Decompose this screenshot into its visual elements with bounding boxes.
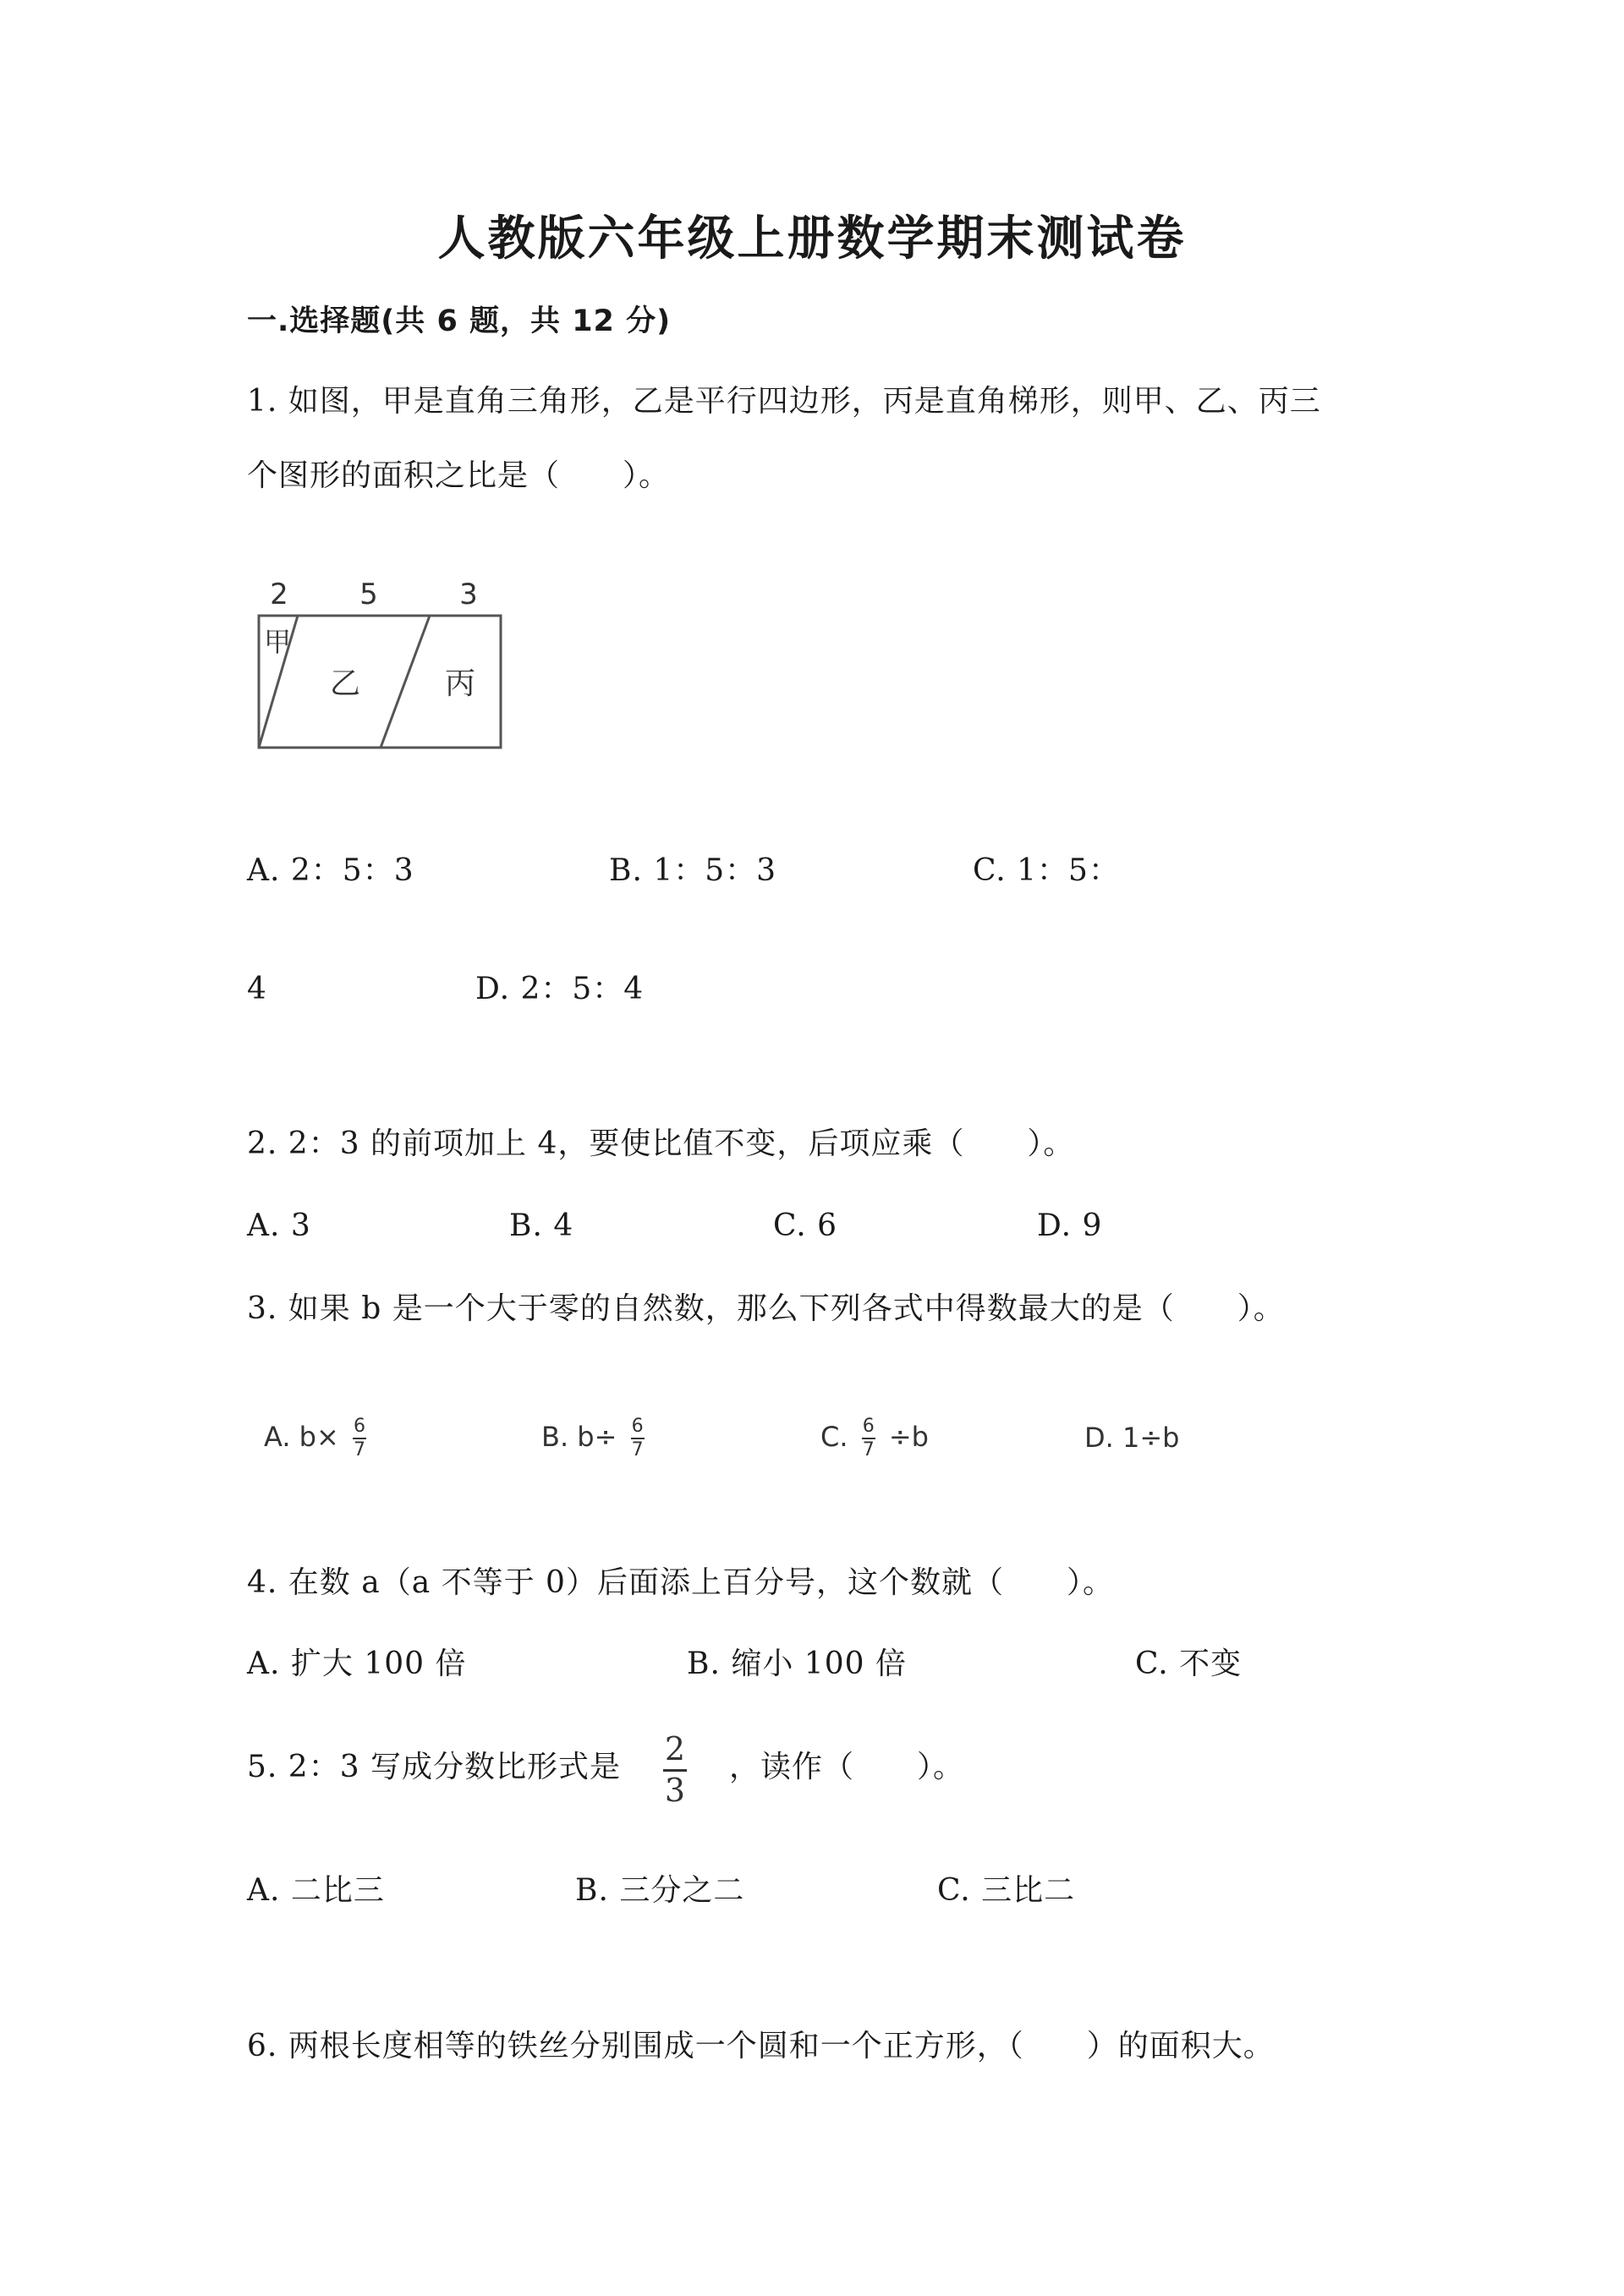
q3-text: 3. 如果 b 是一个大于零的自然数，那么下列各式中得数最大的是（ ）。: [247, 1291, 1285, 1326]
figure-divider-right: [381, 616, 430, 748]
q2-text: 2. 2：3 的前项加上 4，要使比值不变，后项应乘（ ）。: [247, 1126, 1075, 1161]
q5-option-a: A. 二比三: [247, 1873, 385, 1908]
q3-option-a-fraction: [353, 1417, 366, 1460]
q4-option-c: C. 不变: [1135, 1647, 1243, 1681]
q3-option-a-label: A. b×: [264, 1421, 339, 1453]
figure-label-2: 2: [270, 578, 288, 611]
fraction-denominator: 7: [862, 1439, 875, 1460]
fraction-denominator: 3: [664, 1772, 686, 1809]
q1-text-line2: 个图形的面积之比是（ ）。: [247, 458, 671, 493]
q3-option-c-fraction: [862, 1417, 875, 1460]
q3-option-b-label: B. b÷: [541, 1421, 617, 1453]
fraction-numerator: 6: [631, 1416, 644, 1437]
fraction-denominator: 7: [353, 1439, 365, 1460]
q3-option-b: [541, 1417, 650, 1460]
q3-option-d: D. 1÷b: [1084, 1422, 1180, 1454]
fraction-denominator: 7: [631, 1439, 644, 1460]
section-heading: 一.选择题(共 6 题，共 12 分): [247, 304, 672, 338]
q1-option-c-continued: 4: [247, 972, 267, 1006]
q2-option-c: C. 6: [773, 1208, 838, 1243]
q3-option-c: [820, 1417, 929, 1460]
q2-option-b: B. 4: [509, 1208, 574, 1243]
q4-text: 4. 在数 a（a 不等于 0）后面添上百分号，这个数就（ ）。: [247, 1565, 1114, 1600]
q3-option-c-label: C.: [820, 1421, 848, 1453]
figure-shape-bing: 丙: [444, 666, 476, 701]
q2-option-a: A. 3: [247, 1208, 311, 1243]
q2-option-d: D. 9: [1037, 1208, 1103, 1243]
q4-option-b: B. 缩小 100 倍: [687, 1647, 907, 1681]
q3-option-b-fraction: [631, 1417, 645, 1460]
fraction-numerator: 6: [862, 1416, 875, 1437]
figure-label-5: 5: [359, 578, 378, 611]
q5-option-c: C. 三比二: [937, 1873, 1076, 1908]
q3-option-a: [264, 1417, 371, 1460]
q1-option-b: B. 1：5：3: [609, 853, 777, 888]
fraction-numerator: 2: [664, 1730, 686, 1767]
q5-text-prefix: 5. 2：3 写成分数比形式是: [247, 1750, 622, 1784]
figure-shape-jia: 甲: [263, 626, 292, 658]
q3-option-c-suffix: ÷b: [888, 1421, 929, 1453]
q5-option-b: B. 三分之二: [575, 1873, 745, 1908]
q1-option-a: A. 2：5：3: [247, 853, 414, 888]
page-title: 人教版六年级上册数学期末测试卷: [437, 211, 1187, 266]
q5-fraction: [663, 1732, 687, 1807]
q4-option-a: A. 扩大 100 倍: [247, 1647, 467, 1681]
figure-label-3: 3: [459, 578, 478, 611]
q1-option-d: D. 2：5：4: [475, 972, 645, 1006]
q1-figure: [245, 573, 516, 759]
figure-shape-yi: 乙: [329, 666, 361, 701]
q1-option-c: C. 1：5：: [973, 853, 1120, 888]
q5-text-suffix: ，读作（ ）。: [729, 1750, 965, 1784]
q6-text: 6. 两根长度相等的铁丝分别围成一个圆和一个正方形，（ ）的面积大。: [247, 2029, 1275, 2063]
q1-text-line1: 1. 如图，甲是直角三角形，乙是平行四边形，丙是直角梯形，则甲、乙、丙三: [247, 384, 1321, 419]
fraction-numerator: 6: [353, 1416, 365, 1437]
